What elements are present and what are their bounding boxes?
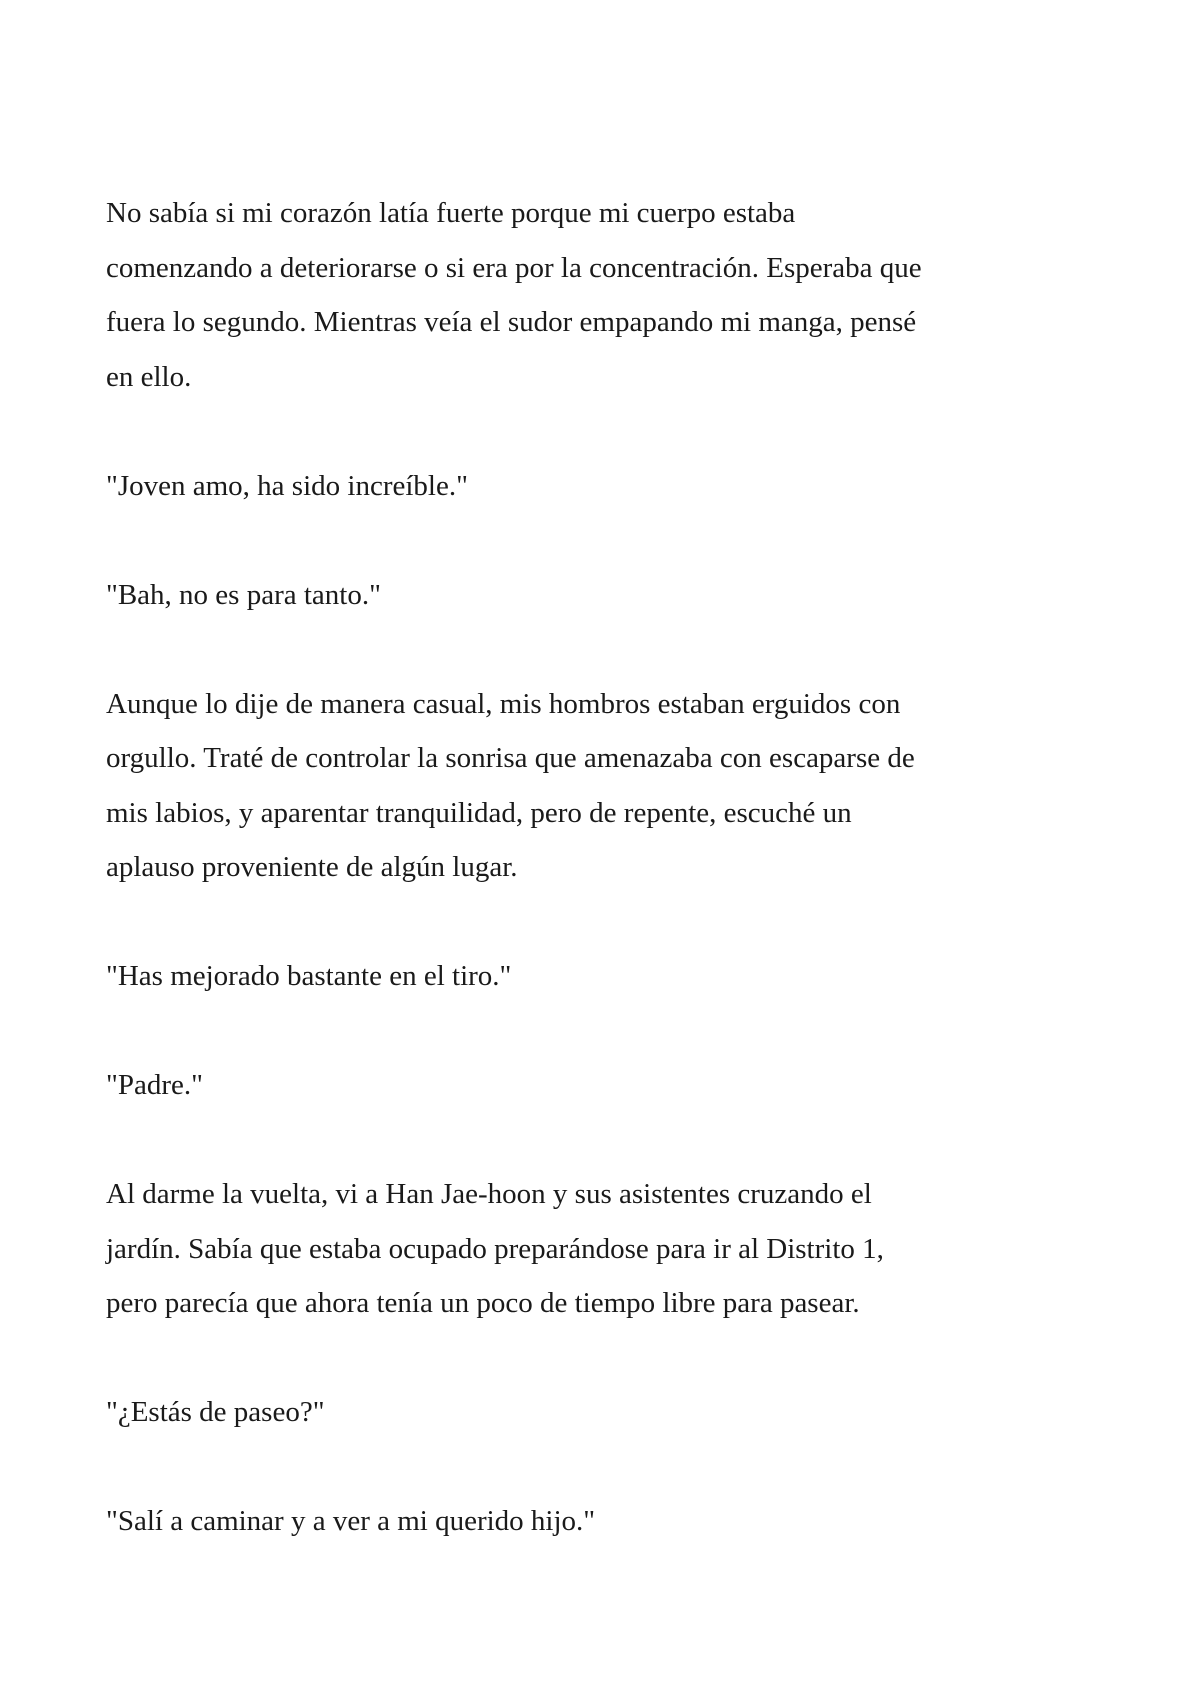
- paragraph: [106, 186, 1106, 404]
- text-line: "Bah, no es para tanto.": [106, 578, 381, 611]
- paragraph: [106, 1385, 1106, 1440]
- text-line: orgullo. Traté de controlar la sonrisa que amenazaba con escaparse de: [106, 742, 915, 774]
- text-line: Al darme la vuelta, vi a Han Jae-hoon y sus asistentes cruzando el: [106, 1178, 872, 1210]
- paragraph: [106, 1058, 1106, 1113]
- paragraph: [106, 459, 1106, 514]
- text-line: Aunque lo dije de manera casual, mis hombros estaban erguidos con: [106, 687, 901, 720]
- text-line: "Salí a caminar y a ver a mi querido hijo.": [106, 1505, 596, 1537]
- text-line: en ello.: [106, 360, 192, 393]
- text-line: "Joven amo, ha sido increíble.": [106, 469, 468, 502]
- text-line: pero parecía que ahora tenía un poco de tiempo libre para pasear.: [106, 1287, 860, 1319]
- text-line: "¿Estás de paseo?": [106, 1396, 325, 1428]
- paragraph: [106, 677, 1106, 895]
- document-body: [106, 186, 1106, 1603]
- text-line: comenzando a deteriorarse o si era por la concentración. Esperaba que: [106, 251, 922, 284]
- text-line: "Has mejorado bastante en el tiro.": [106, 960, 512, 992]
- text-line: jardín. Sabía que estaba ocupado preparándose para ir al Distrito 1,: [106, 1232, 884, 1265]
- text-line: fuera lo segundo. Mientras veía el sudor empapando mi manga, pensé: [106, 306, 917, 338]
- paragraph: [106, 949, 1106, 1004]
- text-line: No sabía si mi corazón latía fuerte porque mi cuerpo estaba: [106, 197, 796, 229]
- text-line: aplauso proveniente de algún lugar.: [106, 851, 518, 883]
- paragraph: [106, 568, 1106, 623]
- paragraph: [106, 1494, 1106, 1549]
- text-line: "Padre.": [106, 1069, 203, 1101]
- paragraph: [106, 1167, 1106, 1331]
- text-line: mis labios, y aparentar tranquilidad, pero de repente, escuché un: [106, 796, 852, 829]
